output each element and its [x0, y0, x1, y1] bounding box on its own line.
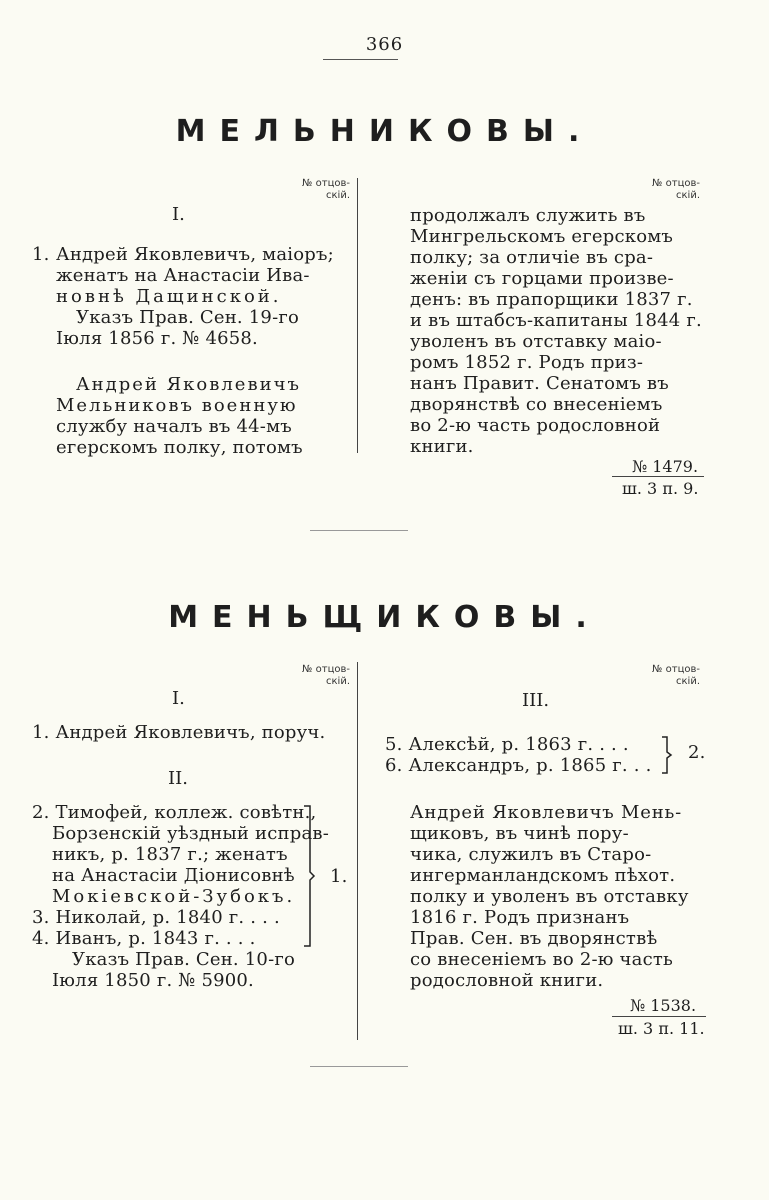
section-title-melnikovy: МЕЛЬНИКОВЫ. — [175, 114, 594, 149]
reference-number: № 1538. — [630, 996, 697, 1015]
brace-right — [660, 734, 674, 776]
bio-left: Андрей Яковлевичъ Мельниковъ военную службу началъ въ 44-мъ егерскомъ полку, потомъ — [56, 374, 303, 458]
children-list-left: 2. Тимофей, коллеж. совѣтн., Борзенскій уѣздный исправ- никъ, р. 1837 г.; женатъ на Анастасіи Діонисовнѣ Мокіевской-Зубокъ. 3. Николай, р. 1840 г. . . . 4. Иванъ, р. 1843 г. . . . — [32, 802, 329, 949]
reference-number: № 1479. — [632, 457, 699, 476]
page-end-separator — [310, 1066, 408, 1067]
reference-location: ш. 3 п. 11. — [618, 1019, 705, 1038]
father-ref-left: 1. — [330, 866, 348, 887]
generation-roman-i: I. — [172, 688, 185, 709]
page-number: 366 — [365, 34, 404, 55]
father-ref-right: 2. — [688, 742, 706, 763]
entry-block: Андрей Яковлевичъ, маіоръ; женатъ на Анастасіи Ива- новнѣ Дащинской. Указъ Прав. Сен. 19-го Іюля 1856 г. № 4658. — [56, 244, 334, 349]
col-header-left: № отцов- скій. — [302, 664, 350, 687]
col-header-right: № отцов- скій. — [652, 664, 700, 687]
column-divider — [357, 178, 358, 453]
decree-block: Указъ Прав. Сен. 10-го Іюля 1850 г. № 5900. — [52, 949, 296, 991]
page-number-rule — [323, 59, 398, 60]
reference-rule — [612, 1016, 706, 1017]
col-header-right: № отцов- скій. — [652, 178, 700, 201]
generation-roman-ii: II. — [168, 768, 188, 789]
generation-roman-iii: III. — [522, 690, 550, 711]
reference-location: ш. 3 п. 9. — [622, 479, 699, 498]
column-divider — [357, 662, 358, 1040]
section-title-menshchikovy: МЕНЬЩИКОВЫ. — [168, 600, 601, 635]
bio-right: продолжалъ служить въ Мингрельскомъ егерскомъ полку; за отличіе въ сра- женіи съ горцами произве- денъ: въ прапорщики 1837 г. и въ штабсъ-капитаны 1844 г. уволенъ въ отставку маіо- ромъ 1852 г. Родъ приз- нанъ Правит. Сенатомъ въ дворянствѣ со внесеніемъ во 2-ю часть родословной книги. — [410, 205, 702, 457]
brace-left — [302, 802, 316, 950]
children-list-right: 5. Алексѣй, р. 1863 г. . . . 6. Александръ, р. 1865 г. . . — [385, 734, 652, 776]
generation-roman: I. — [172, 204, 185, 225]
reference-rule — [612, 476, 704, 477]
entry-number: 1. — [32, 244, 50, 265]
entry-andrey: 1. Андрей Яковлевичъ, поруч. — [32, 722, 326, 743]
bio-right: Андрей Яковлевичъ Мень- щиковъ, въ чинѣ пору- чика, служилъ въ Старо- ингерманландскомъ пѣхот. полку и уволенъ въ отставку 1816 г. Родъ признанъ Прав. Сен. въ дворянствѣ со внесеніемъ во 2-ю часть родословной книги. — [410, 802, 689, 991]
section-separator — [310, 530, 408, 531]
col-header-left: № отцов- скій. — [302, 178, 350, 201]
